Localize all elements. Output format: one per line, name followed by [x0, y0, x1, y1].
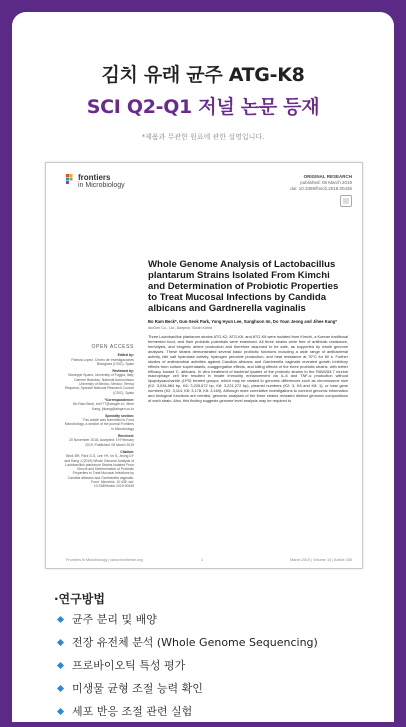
journal-name: frontiers: [78, 173, 111, 182]
sidebar-label: Citation:: [120, 449, 134, 454]
page-subtitle: SCI Q2-Q1 저널 논문 등재: [86, 96, 320, 118]
paper-footer-volume: March 2019 | Volume 10 | Article 435: [290, 558, 352, 562]
diamond-bullet-icon: [57, 616, 64, 623]
page-title: 김치 유래 균주 ATG-K8: [101, 64, 305, 86]
list-item: [58, 658, 318, 681]
method-label: 프로바이오틱 특성 평가: [72, 659, 186, 672]
paper-main: [148, 259, 348, 404]
paper-title: Whole Genome Analysis of Lactobacillus plantarum Strains Isolated From Kimchi and Determination of Probiotic Properties to Treat Mucosal Infections by Candida albicans and Gardnerella vaginalis: [148, 259, 339, 314]
sidebar-text: Patricia Lopez, Centro de Investigaciones Biologicas (CSIC), Spain: [71, 357, 134, 366]
article-type: ORIGINAL RESEARCH: [303, 174, 352, 179]
disclaimer-note: *제품과 무관한 원료에 관한 설명입니다.: [141, 133, 265, 141]
paper-affiliation: AtoGen Co., Ltd., Daejeon, South Korea: [148, 326, 213, 331]
published-date: published: 08 March 2019: [300, 180, 352, 185]
paper-abstract: Three Lactobacillus plantarum strains ATG-K2, ATG-K6, and ATG-K8 were isolated from Kimchi, a Korean traditional fermented food, and their probiotic potentials were examined. All three strains were free of antibiotic resistance, hemolysis, and biogenic amine production and therefore assumed to be safe, as supported by whole genome analyses. These strains demonstrated several basic probiotic functions including a wide range of antibacterial activity, bile salt hydrolase activity, hydrogen peroxide production, and heat resistance at 70°C for 60 s. Further studies of antimicrobial activities against Candida albicans and Gardnerella vaginalis revealed growth inhibitory effects from culture supernatants, coaggregation effects, and killing effects of the three probiotic strains, with better efficacy toward C. albicans. In vitro treatment of bacterial lysates of the probiotic strains to the RAW264.7 murine macrophage cell line resulted in innate immunity enhancement via IL-6 and TNF-α production without lipopolysaccharide (LPS) treated groups, which may be related to genomic differences such as chromosome size (K2: 3,034,884 bp, K6: 3,205,672 bp, K8: 3,221,272 bp), plasmid numbers (K2: 3, K6 and K8: 1), or total gene numbers (K2: 3,114, K6: 3,178, K8: 3,169). Although more correlative investigations to connect genomic information and biological functions are needed, genomic analyses of the three strains revealed distinct genomic compositions of each strain. Also, this finding suggests genome level analysis may be required to: [148, 334, 348, 403]
paper-footer-journal: Frontiers in Microbiology | www.frontiersin.org: [66, 558, 143, 562]
list-item: [58, 635, 318, 658]
methods-list: [58, 612, 318, 727]
frontiers-logo-icon: [66, 174, 76, 184]
sidebar-label: Received:: [117, 434, 134, 439]
sidebar-label: Specialty section:: [105, 413, 134, 418]
method-label: 미생물 균형 조절 능력 확인: [72, 682, 203, 695]
sidebar-text: Bo Ram Beck, brb777@atogen.kr; Jihee Kang, jhkang@atogen.co.kr: [73, 402, 134, 411]
paper-authors: Bo Ram Beck*, Gun-Seok Park, Yong Hyun Lee, Sunghoon Im, Do Youn Jeong and Jihee Kang*: [148, 319, 337, 324]
paper-sidebar: [64, 345, 134, 489]
check-updates-icon: [340, 195, 352, 207]
method-label: 균주 분리 및 배양: [72, 613, 157, 626]
open-access-label: OPEN ACCESS: [91, 344, 134, 350]
journal-subname: in Microbiology: [78, 182, 125, 189]
sidebar-label: Reviewed by:: [112, 369, 134, 374]
diamond-bullet-icon: [57, 708, 64, 715]
list-item: [58, 681, 318, 704]
paper-image: [45, 162, 363, 569]
list-item: [58, 612, 318, 635]
sidebar-text: Beck BR, Park G-S, Lee YH, Im S, Jeong DY and Kang J (2019) Whole Genome Analysis of Lactobacillus plantarum Strains Isolated From Kimchi and Determination of Probiotic Properties to Treat Mucosal Infections by Candida albicans and Gardnerella vaginalis. Front. Microbiol. 10:435. doi: 10.3389/fmicb.2019.00435: [64, 454, 134, 489]
sidebar-label: *Correspondence:: [104, 397, 134, 402]
diamond-bullet-icon: [57, 662, 64, 669]
paper-page-number: 1: [201, 558, 204, 562]
diamond-bullet-icon: [57, 685, 64, 692]
sidebar-text: This article was submitted to Food Microbiology, a section of the journal Frontiers in Microbiology: [64, 418, 134, 431]
method-label: 세포 반응 조절 관련 실험: [72, 705, 193, 718]
sidebar-text: 20 November 2018; Accepted: 19 February 2019; Published: 08 March 2019: [69, 438, 134, 447]
method-label: 전장 유전체 분석 (Whole Genome Sequencing): [72, 636, 318, 649]
sidebar-label: Edited by:: [117, 353, 134, 358]
article-doi: doi: 10.3389/fmicb.2019.00435: [290, 186, 352, 191]
article-meta: [290, 174, 352, 192]
list-item: [58, 704, 318, 727]
diamond-bullet-icon: [57, 639, 64, 646]
sidebar-text: Giuseppe Spano, University of Foggia, Italy; Carmen Brandao, National Autonomous University of Mexico, Mexico; Teresa Requena, Spanish National Research Council (CSIC), Spain: [65, 373, 134, 395]
content-card: [12, 12, 394, 722]
methods-heading: ·연구방법: [54, 592, 105, 606]
